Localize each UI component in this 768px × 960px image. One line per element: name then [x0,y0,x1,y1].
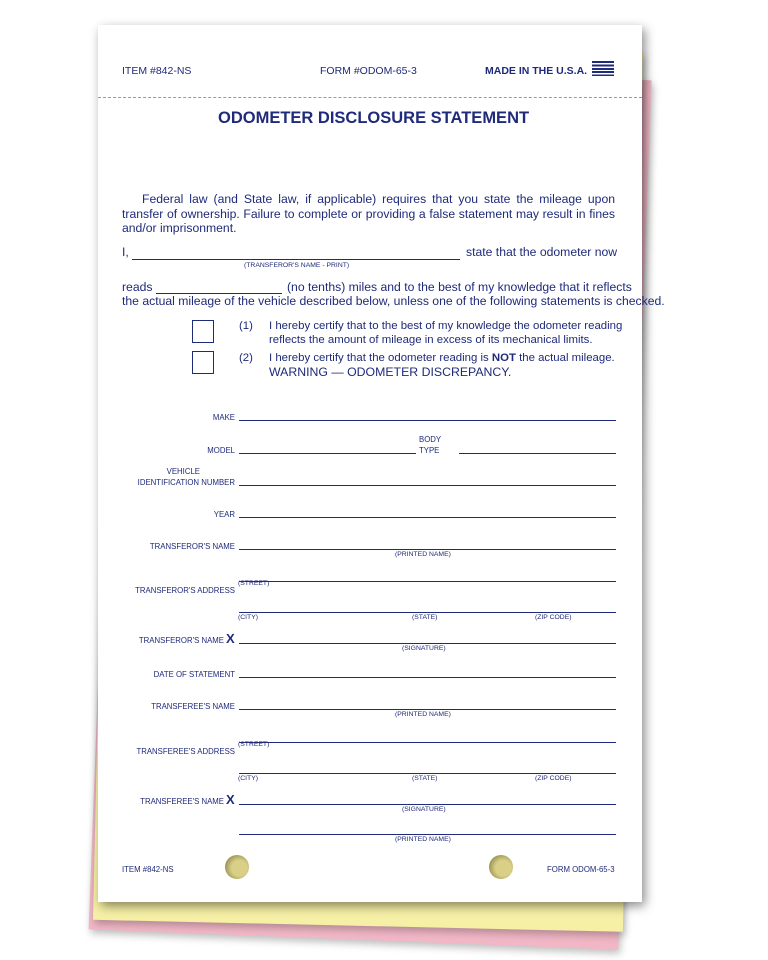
year-field[interactable] [239,517,616,518]
transferee-address-label: TRANSFEREE'S ADDRESS [136,747,235,756]
transferor-name-label: TRANSFEROR'S NAME [149,542,235,551]
binding-hole-left [225,855,249,879]
transferee-signature-label: TRANSFEREE'S NAME [140,797,224,806]
statement-1-text-a: I hereby certify that to the best of my knowledge the odometer reading [269,320,623,332]
line2-suffix: (no tenths) miles and to the best of my knowledge that it reflects [287,280,632,294]
header-item-number: ITEM #842-NS [122,65,192,77]
transferor-state-caption: (STATE) [412,614,438,621]
line3: the actual mileage of the vehicle described below, unless one of the following statements is checked. [122,294,665,308]
make-label: MAKE [212,413,235,422]
transferee-printed-name-field[interactable] [239,834,616,835]
model-label: MODEL [207,446,235,455]
line1-prefix: I, [122,245,129,259]
transferee-x-mark: X [226,792,235,807]
transferee-signature-caption: (SIGNATURE) [402,806,446,813]
statement-2-checkbox[interactable] [192,351,214,374]
transferee-street-field[interactable] [239,742,616,743]
binding-hole-right [489,855,513,879]
form-sheet [98,25,665,902]
perforation-line [98,97,642,98]
statement-2-warning: WARNING — ODOMETER DISCREPANCY. [269,365,512,379]
line2-prefix: reads [122,280,153,294]
us-flag-icon [592,61,614,76]
vin-field[interactable] [239,485,616,486]
header-made-in: MADE IN THE U.S.A. [485,65,588,77]
line1-suffix: state that the odometer now [466,245,618,259]
transferor-print-caption: (TRANSFEROR'S NAME - PRINT) [244,262,350,269]
header-form-number: FORM #ODOM-65-3 [320,65,417,77]
body-type-field[interactable] [459,453,616,454]
footer-item-number: ITEM #842-NS [122,865,174,874]
transferor-print-line[interactable] [132,259,460,260]
transferor-signature-label: TRANSFEROR'S NAME [138,636,224,645]
date-field[interactable] [239,677,616,678]
make-field[interactable] [239,420,616,421]
transferor-zip-caption: (ZIP CODE) [535,614,572,621]
transferee-printed-name-caption: (PRINTED NAME) [395,711,451,718]
statement-2-text-bold: NOT [491,352,516,364]
transferee-name-label: TRANSFEREE'S NAME [151,702,235,711]
statement-2-text-a [269,352,615,366]
transferee-signature-field[interactable] [239,804,616,805]
statement-1-number: (1) [239,320,253,332]
transferor-x-mark: X [226,631,235,646]
transferee-name-field[interactable] [239,709,616,710]
transferor-printed-name-caption: (PRINTED NAME) [395,551,451,558]
transferor-address-label: TRANSFEROR'S ADDRESS [135,586,235,595]
transferor-street-caption: (STREET) [238,580,270,587]
transferor-city-field[interactable] [239,612,616,613]
transferee-city-caption: (CITY) [238,775,259,782]
transferee-printed-name-caption-2: (PRINTED NAME) [395,836,451,843]
vin-label-1: VEHICLE [166,467,200,476]
transferor-street-field[interactable] [239,581,616,582]
transferee-zip-caption: (ZIP CODE) [535,775,572,782]
year-label: YEAR [213,510,235,519]
transferor-signature-field[interactable] [239,643,616,644]
transferee-city-field[interactable] [239,773,616,774]
transferee-street-caption: (STREET) [238,741,270,748]
transferor-city-caption: (CITY) [238,614,259,621]
transferee-state-caption: (STATE) [412,775,438,782]
date-label: DATE OF STATEMENT [153,670,235,679]
statement-1-text-b: reflects the amount of mileage in excess of its mechanical limits. [269,334,593,346]
statement-2-text-pre: I hereby certify that the odometer reading is [269,352,492,364]
statement-2-number: (2) [239,352,253,364]
vin-label-2: IDENTIFICATION NUMBER [137,478,235,487]
model-field[interactable] [239,453,416,454]
statement-2-text-post: the actual mileage. [515,352,615,364]
transferor-name-field[interactable] [239,549,616,550]
footer-form-number: FORM ODOM-65-3 [547,865,615,874]
transferor-signature-caption: (SIGNATURE) [402,645,446,652]
intro-paragraph: Federal law (and State law, if applicable) requires that you state the mileage upon transfer of ownership. Failure to complete or providing a false statement may result in fines and/or imprisonment. [122,192,615,235]
body-type-label-2: TYPE [419,446,440,455]
statement-1-checkbox[interactable] [192,320,214,343]
form-title: ODOMETER DISCLOSURE STATEMENT [218,109,530,127]
body-type-label-1: BODY [419,435,442,444]
